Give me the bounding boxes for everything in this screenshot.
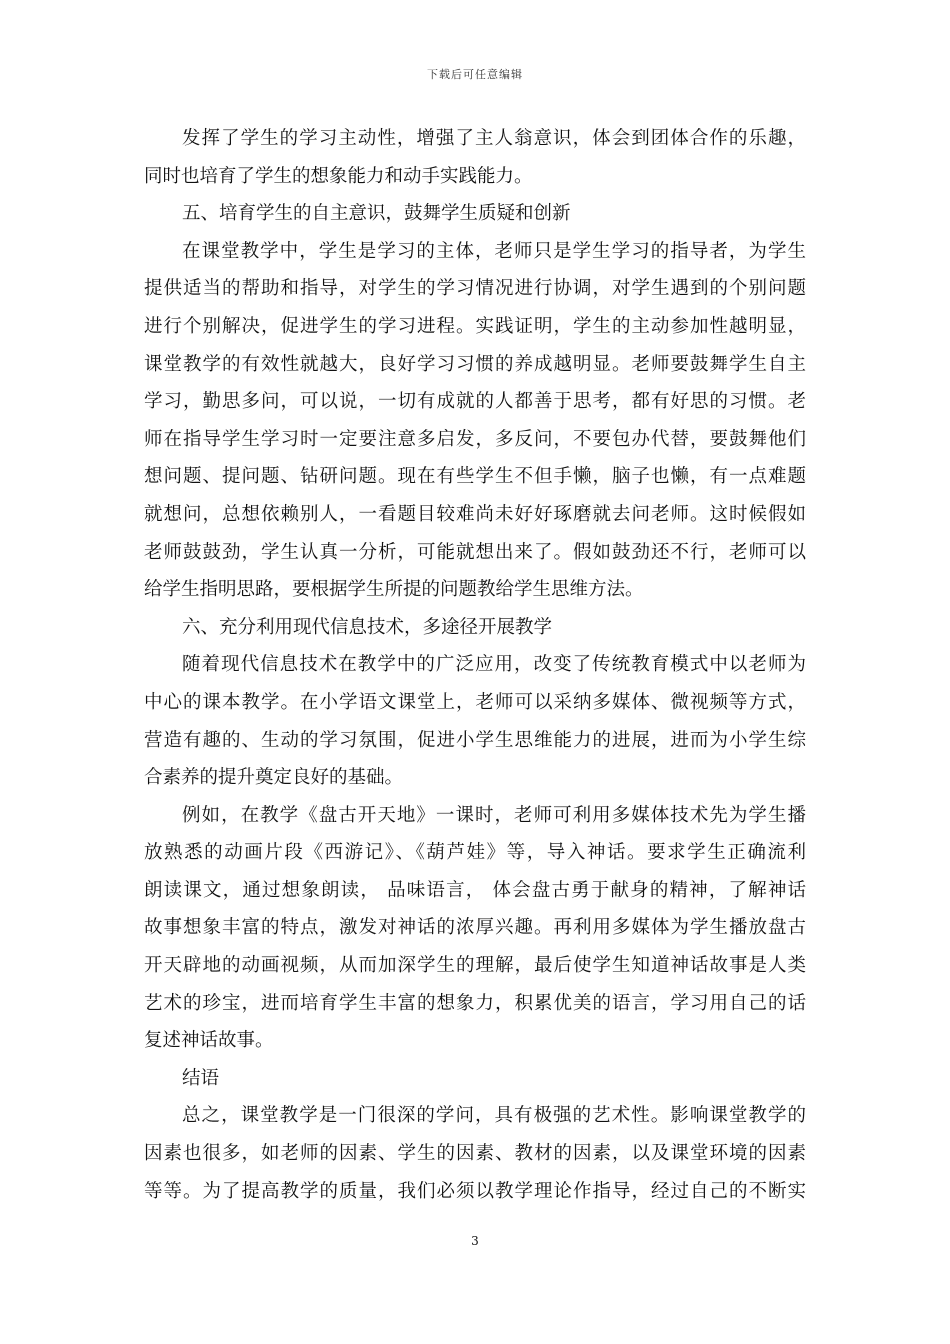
text-line: 发挥了学生的学习主动性，增强了主人翁意识，体会到团体合作的乐趣， — [182, 128, 806, 149]
text-line: 在课堂教学中，学生是学习的主体，老师只是学生学习的指导者，为学生 — [182, 240, 806, 262]
text-line: 复述神话故事。 — [144, 1030, 274, 1052]
text-line: 总之，课堂教学是一门很深的学问，具有极强的艺术性。影响课堂教学的 — [182, 1105, 806, 1127]
text-line: 例如，在教学《盘古开天地》一课时，老师可利用多媒体技术先为学生播 — [182, 804, 806, 826]
text-line: 提供适当的帮助和指导，对学生的学习情况进行协调，对学生遇到的个别问题 — [144, 278, 806, 300]
page-header: 下载后可任意编辑 — [427, 68, 523, 81]
text-line: 学习，勤思多问，可以说，一切有成就的人都善于思考，都有好思的习惯。老 — [144, 391, 806, 413]
text-line: 故事想象丰富的特点，激发对神话的浓厚兴趣。再利用多媒体为学生播放盘古 — [144, 917, 806, 939]
text-line: 同时也培育了学生的想象能力和动手实践能力。 — [144, 165, 533, 187]
page-number: 3 — [471, 1234, 479, 1248]
section-heading: 五、培育学生的自主意识，鼓舞学生质疑和创新 — [182, 203, 571, 225]
text-line: 随着现代信息技术在教学中的广泛应用，改变了传统教育模式中以老师为 — [182, 654, 806, 676]
text-line: 艺术的珍宝，进而培育学生丰富的想象力，积累优美的语言，学习用自己的话 — [144, 992, 806, 1014]
text-line: 老师鼓鼓劲，学生认真一分析，可能就想出来了。假如鼓劲还不行，老师可以 — [144, 541, 806, 563]
text-line: 就想问，总想依赖别人，一看题目较难尚未好好琢磨就去问老师。这时候假如 — [144, 503, 806, 525]
text-line: 想问题、提问题、钻研问题。现在有些学生不但手懒，脑子也懒，有一点难题 — [144, 466, 806, 488]
text-line: 放熟悉的动画片段《西游记》、《葫芦娃》等，导入神话。要求学生正确流利 — [144, 842, 806, 864]
text-line: 给学生指明思路，要根据学生所提的问题教给学生思维方法。 — [144, 579, 644, 601]
text-line: 课堂教学的有效性就越大，良好学习习惯的养成越明显。老师要鼓舞学生自主 — [144, 353, 806, 375]
document-body — [144, 120, 806, 1210]
text-line: 开天辟地的动画视频，从而加深学生的理解，最后使学生知道神话故事是人类 — [144, 955, 806, 977]
text-line: 师在指导学生学习时一定要注意多启发，多反问，不要包办代替，要鼓舞他们 — [144, 428, 806, 450]
text-line: 朗读课文，通过想象朗读， 品味语言， 体会盘古勇于献身的精神，了解神话 — [144, 879, 806, 901]
text-line: 合素养的提升奠定良好的基础。 — [144, 767, 404, 789]
text-line: 因素也很多，如老师的因素、学生的因素、教材的因素，以及课堂环境的因素 — [144, 1143, 806, 1165]
text-line: 进行个别解决，促进学生的学习进程。实践证明，学生的主动参加性越明显， — [144, 315, 806, 337]
section-heading: 六、充分利用现代信息技术，多途径开展教学 — [182, 616, 553, 638]
text-line: 营造有趣的、生动的学习氛围，促进小学生思维能力的进展，进而为小学生综 — [144, 729, 806, 751]
text-line: 中心的课本教学。在小学语文课堂上，老师可以采纳多媒体、微视频等方式， — [144, 691, 806, 713]
text-line: 等等。为了提高教学的质量，我们必须以教学理论作指导，经过自己的不断实 — [144, 1180, 806, 1202]
section-heading: 结语 — [182, 1067, 220, 1089]
